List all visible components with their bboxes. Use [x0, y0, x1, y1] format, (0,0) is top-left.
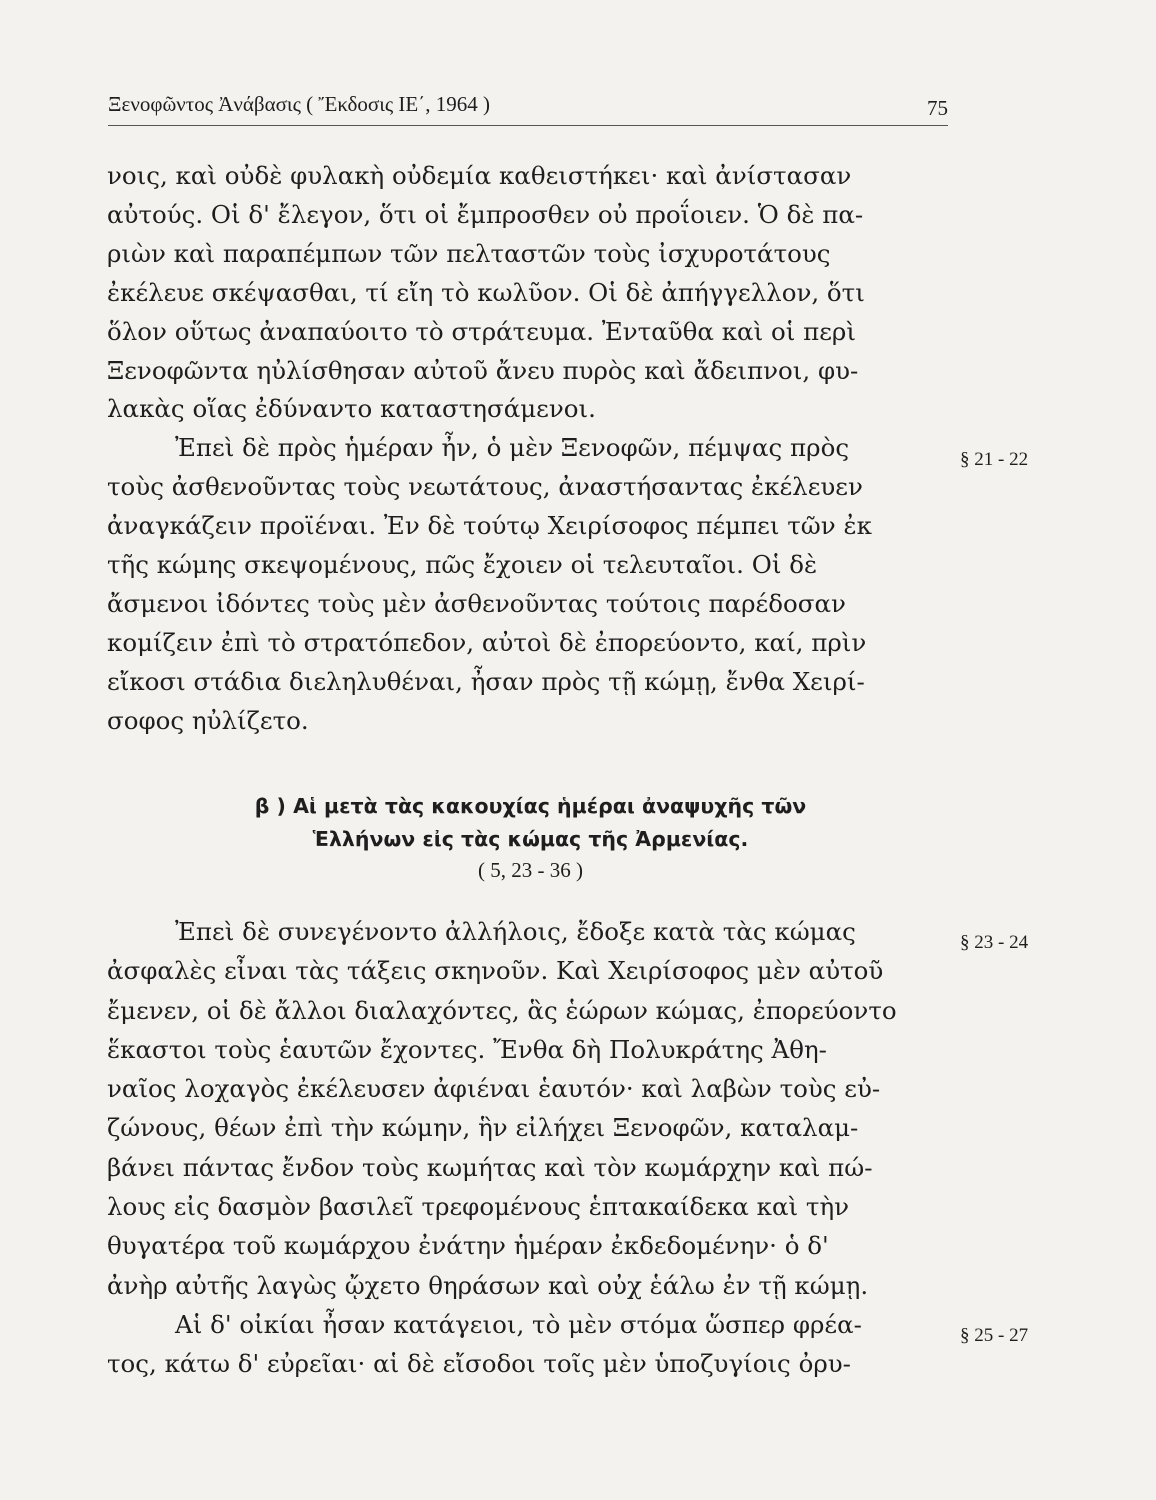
text-line: βάνει πάντας ἔνδον τοὺς κωμήτας καὶ τὸν κωμάρχην καὶ πώ-: [107, 1152, 873, 1182]
text-line: κομίζειν ἐπὶ τὸ στρατόπεδον, αὐτοὶ δὲ ἐπορεύοντο, καί, πρὶν: [107, 627, 867, 657]
text-line: ἀσφαλὲς εἶναι τὰς τάξεις σκηνοῦν. Καὶ Χειρίσοφος μὲν αὐτοῦ: [107, 956, 884, 986]
paragraph-2: [107, 429, 952, 740]
text-line: ριὼν καὶ παραπέμπων τῶν πελταστῶν τοὺς ἰσχυροτάτους: [107, 238, 831, 268]
text-line: ἕκαστοι τοὺς ἑαυτῶν ἔχοντες. Ἔνθα δὴ Πολυκράτης Ἀθη-: [107, 1034, 827, 1064]
text-line: εἴκοσι στάδια διεληλυθέναι, ἦσαν πρὸς τῇ κώμῃ, ἔνθα Χειρί-: [107, 666, 865, 696]
text-line: θυγατέρα τοῦ κωμάρχου ἐνάτην ἡμέραν ἐκδεδομένην· ὁ δ': [107, 1231, 829, 1261]
text-line: ἀνὴρ αὐτῆς λαγὼς ᾤχετο θηράσων καὶ οὐχ ἑάλω ἐν τῇ κώμῃ.: [107, 1270, 869, 1300]
text-line: σοφος ηὐλίζετο.: [107, 705, 309, 735]
text-line: τῆς κώμης σκεψομένους, πῶς ἔχοιεν οἱ τελευταῖοι. Οἱ δὲ: [107, 550, 818, 580]
section-heading-line: Ἑλλήνων εἰς τὰς κώμας τῆς Ἀρμενίας.: [312, 827, 749, 851]
text-line: ἀναγκάζειν προϊέναι. Ἐν δὲ τούτῳ Χειρίσοφος πέμπει τῶν ἐκ: [107, 511, 872, 541]
paragraph-4: [107, 1305, 952, 1384]
text-block-upper: [107, 157, 952, 741]
text-line: ναῖος λοχαγὸς ἐκέλευσεν ἀφιέναι ἑαυτόν· καὶ λαβὼν τοὺς εὐ-: [107, 1074, 881, 1104]
text-line: αὐτούς. Οἱ δ' ἔλεγον, ὅτι οἱ ἔμπροσθεν οὐ προΐοιεν. Ὁ δὲ πα-: [107, 199, 864, 229]
text-line: ζώνους, θέων ἐπὶ τὴν κώμην, ἣν εἰλήχει Ξενοφῶν, καταλαμ-: [107, 1113, 859, 1143]
section-reference: ( 5, 23 - 36 ): [478, 858, 583, 882]
page-number: 75: [927, 96, 948, 120]
text-line: λους εἰς δασμὸν βασιλεῖ τρεφομένους ἑπτακαίδεκα καὶ τὴν: [107, 1192, 850, 1222]
text-line: λακὰς οἵας ἐδύναντο καταστησάμενοι.: [107, 394, 596, 424]
text-line: Αἱ δ' οἰκίαι ἦσαν κατάγειοι, τὸ μὲν στόμα ὥσπερ φρέα-: [175, 1309, 862, 1339]
text-line: τοὺς ἀσθενοῦντας τοὺς νεωτάτους, ἀναστήσαντας ἐκέλευεν: [107, 472, 863, 502]
running-header: [108, 92, 948, 120]
paragraph-3: [107, 912, 952, 1305]
margin-reference: § 21 - 22: [960, 449, 1029, 470]
text-line: Ἐπεὶ δὲ πρὸς ἡμέραν ἦν, ὁ μὲν Ξενοφῶν, πέμψας πρὸς: [175, 433, 850, 463]
text-line: ἐκέλευε σκέψασθαι, τί εἴη τὸ κωλῦον. Οἱ δὲ ἀπήγγελλον, ὅτι: [107, 277, 865, 307]
text-block-lower: [107, 912, 952, 1384]
section-heading: [108, 790, 953, 856]
text-line: Ἐπεὶ δὲ συνεγένοντο ἀλλήλοις, ἔδοξε κατὰ τὰς κώμας: [175, 917, 856, 946]
header-rule: [108, 125, 948, 126]
text-line: ἄσμενοι ἰδόντες τοὺς μὲν ἀσθενοῦντας τούτοις παρέδοσαν: [107, 588, 846, 618]
text-line: τος, κάτω δ' εὐρεῖαι· αἱ δὲ εἴσοδοι τοῖς μὲν ὑποζυγίοις ὀρυ-: [107, 1349, 851, 1379]
text-line: ἔμενεν, οἱ δὲ ἄλλοι διαλαχόντες, ἃς ἑώρων κώμας, ἐπορεύοντο: [107, 995, 897, 1025]
text-line: νοις, καὶ οὐδὲ φυλακὴ οὐδεμία καθειστήκει· καὶ ἀνίστασαν: [107, 161, 852, 190]
margin-reference: § 25 - 27: [960, 1325, 1029, 1346]
paragraph-1: [107, 157, 952, 429]
margin-reference: § 23 - 24: [960, 932, 1029, 953]
text-line: ὅλον οὕτως ἀναπαύοιτο τὸ στράτευμα. Ἐνταῦθα καὶ οἱ περὶ: [107, 316, 856, 346]
section-heading-line: β ) Αἱ μετὰ τὰς κακουχίας ἡμέραι ἀναψυχῆς τῶν: [254, 794, 807, 818]
running-title: Ξενοφῶντος Ἀνάβασις ( Ἔκδοσις ΙΕ΄, 1964 ): [108, 92, 490, 116]
text-line: Ξενοφῶντα ηὐλίσθησαν αὐτοῦ ἄνευ πυρὸς καὶ ἄδειπνοι, φυ-: [107, 355, 859, 385]
